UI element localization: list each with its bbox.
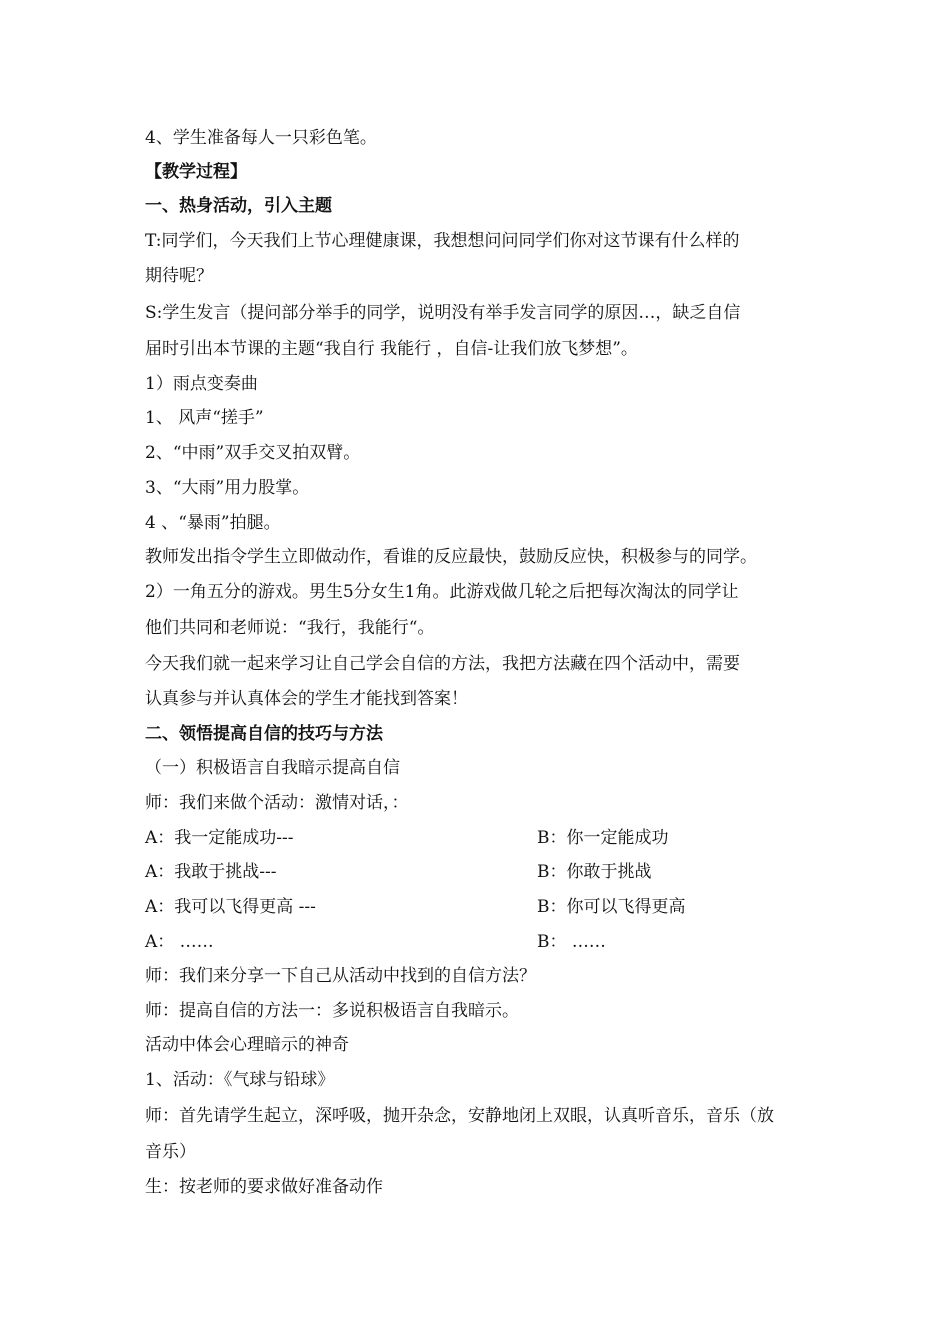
text-line: 1、 风声“搓手” — [145, 408, 264, 428]
text-line: 师：我们来做个活动：激情对话，： — [145, 793, 409, 813]
dialogue-a: A：我可以飞得更高 --- — [145, 897, 316, 917]
text-line: 师：首先请学生起立，深呼吸，抛开杂念，安静地闭上双眼，认真听音乐，音乐（放 — [145, 1106, 774, 1126]
section-heading: 【教学过程】 — [145, 162, 247, 182]
text-line: 教师发出指令学生立即做动作，看谁的反应最快，鼓励反应快，积极参与的同学。 — [145, 547, 757, 567]
text-line: 认真参与并认真体会的学生才能找到答案！ — [145, 689, 468, 709]
section-heading: 二、领悟提高自信的技巧与方法 — [145, 724, 383, 744]
text-line: 师：我们来分享一下自己从活动中找到的自信方法？ — [145, 966, 536, 986]
text-line: 1）雨点变奏曲 — [145, 374, 258, 394]
text-line: 师：提高自信的方法一：多说积极语言自我暗示。 — [145, 1001, 519, 1021]
dialogue-a: A：我敢于挑战--- — [145, 862, 277, 882]
dialogue-b: B： …… — [537, 932, 606, 952]
text-line: 2）一角五分的游戏。男生5分女生1角。此游戏做几轮之后把每次淘汰的同学让 — [145, 582, 739, 602]
text-line: 届时引出本节课的主题“我自行 我能行 ，自信-让我们放飞梦想”。 — [145, 339, 638, 359]
dialogue-a: A： …… — [145, 932, 214, 952]
dialogue-b: B：你可以飞得更高 — [537, 897, 686, 917]
subsection-heading: （一）积极语言自我暗示提高自信 — [145, 758, 400, 778]
text-line: 活动中体会心理暗示的神奇 — [145, 1035, 349, 1055]
text-line: 期待呢？ — [145, 266, 213, 286]
dialogue-b: B：你一定能成功 — [537, 828, 669, 848]
text-line: T:同学们，今天我们上节心理健康课，我想想问问同学们你对这节课有什么样的 — [145, 231, 740, 251]
text-line: 生：按老师的要求做好准备动作 — [145, 1177, 383, 1197]
dialogue-b: B：你敢于挑战 — [537, 862, 652, 882]
text-line: 1、活动：《气球与铅球》 — [145, 1070, 335, 1090]
text-line: S:学生发言（提问部分举手的同学，说明没有举手发言同学的原因…，缺乏自信 — [145, 303, 741, 323]
section-heading: 一、热身活动，引入主题 — [145, 196, 332, 216]
text-line: 2、“中雨”双手交叉拍双臂。 — [145, 443, 361, 463]
dialogue-a: A：我一定能成功--- — [145, 828, 294, 848]
text-line: 他们共同和老师说：“我行，我能行“。 — [145, 618, 435, 638]
text-line: 今天我们就一起来学习让自己学会自信的方法，我把方法藏在四个活动中，需要 — [145, 654, 740, 674]
text-line: 4 、“暴雨”拍腿。 — [145, 513, 281, 533]
text-line: 4、学生准备每人一只彩色笔。 — [145, 128, 377, 148]
text-line: 音乐） — [145, 1142, 196, 1162]
text-line: 3、“大雨”用力股掌。 — [145, 478, 310, 498]
